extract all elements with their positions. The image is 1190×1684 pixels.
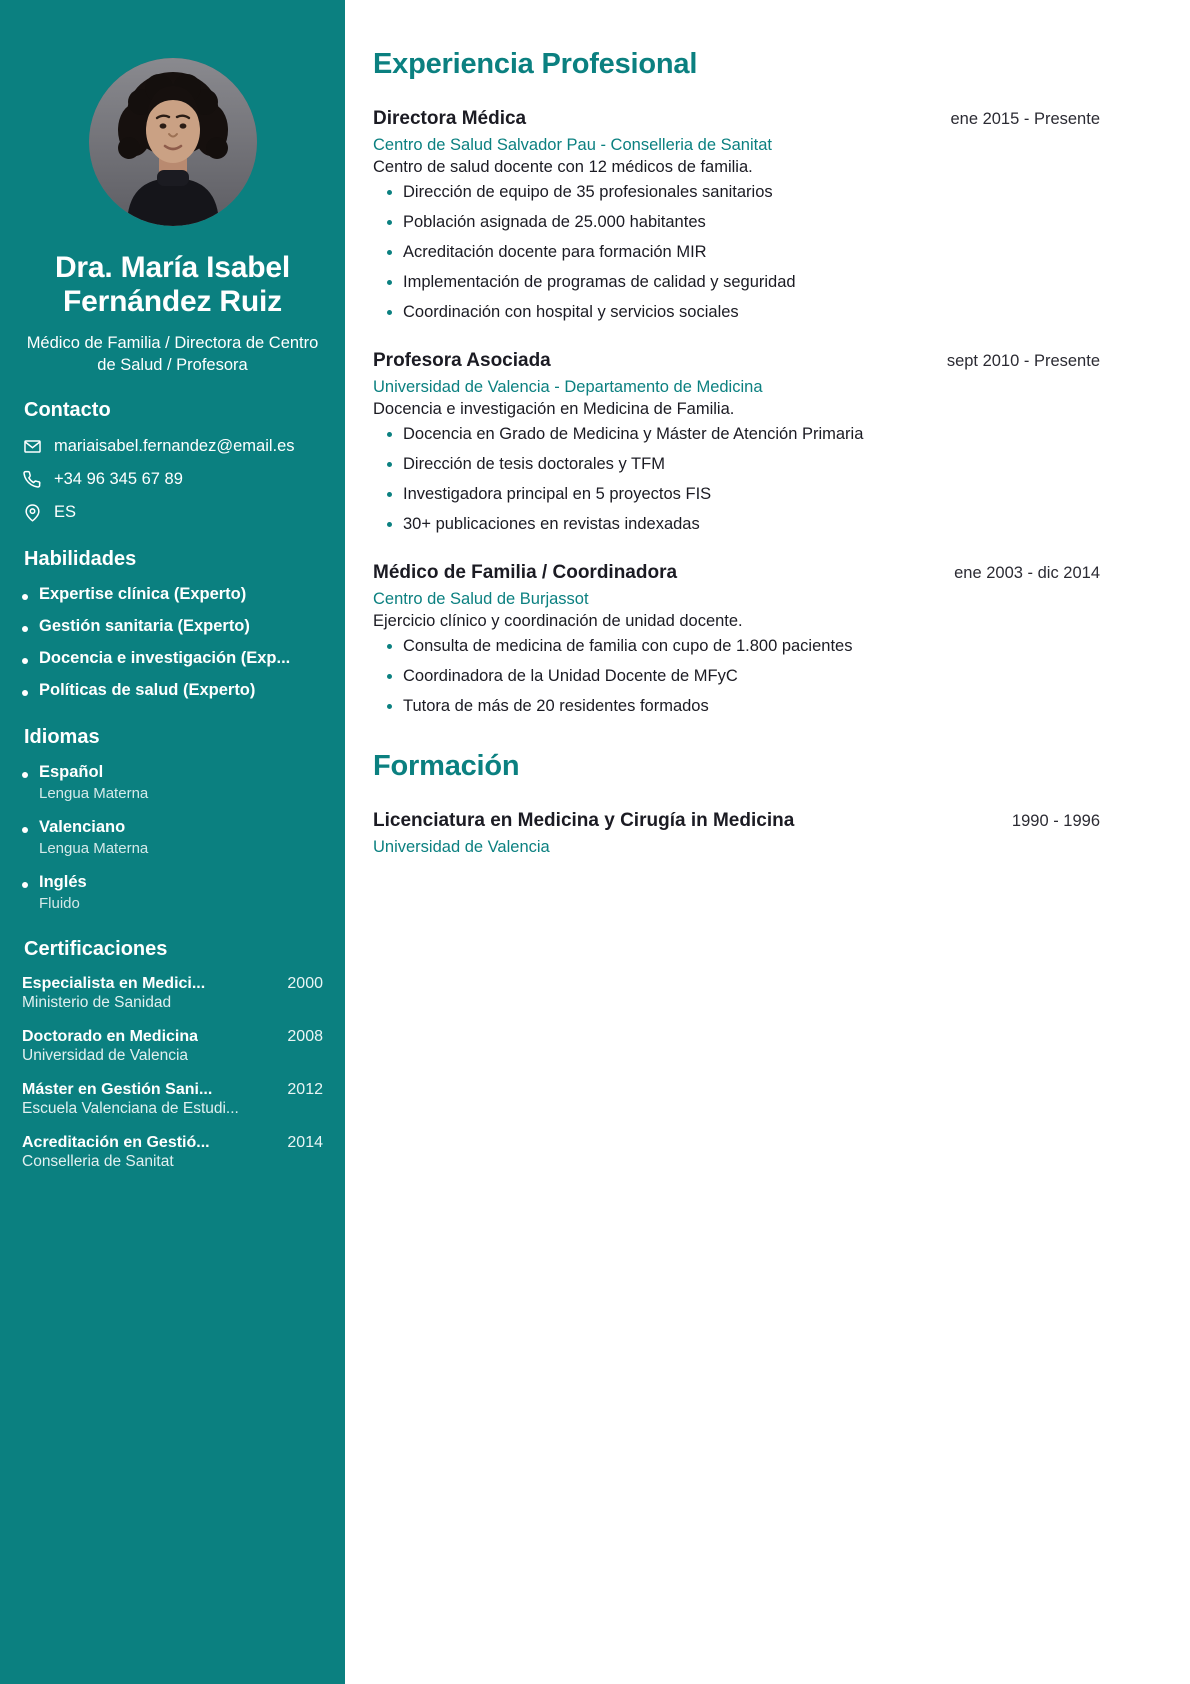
education-title: Licenciatura en Medicina y Cirugía in Medicina [373, 810, 795, 831]
education-dates: 1990 - 1996 [1011, 812, 1100, 830]
job-title: Directora Médica [373, 108, 527, 129]
skills-list [22, 585, 323, 700]
skill-label: Docencia e investigación (Exp... [39, 649, 291, 668]
certification-year: 2012 [287, 1081, 323, 1099]
certification-issuer: Universidad de Valencia [22, 1047, 189, 1065]
job-dates: ene 2003 - dic 2014 [954, 564, 1100, 582]
job-bullet: Investigadora principal en 5 proyectos FIS [373, 485, 1100, 504]
location-icon [22, 502, 42, 522]
certification-year: 2000 [287, 975, 323, 993]
certification-top-row [22, 1028, 323, 1046]
language-name: Inglés [39, 873, 87, 892]
languages-list [22, 763, 323, 912]
experience-item [373, 562, 1100, 716]
main-content [345, 0, 1190, 1684]
job-bullets [373, 425, 1100, 534]
certification-issuer: Escuela Valenciana de Estudi... [22, 1100, 239, 1118]
bullet-icon [22, 882, 28, 888]
language-name: Valenciano [39, 818, 126, 837]
email-icon [22, 436, 42, 456]
job-bullets [373, 183, 1100, 322]
education-school: Universidad de Valencia [373, 838, 550, 856]
language-item [22, 818, 323, 857]
avatar-container [22, 0, 323, 226]
certification-name: Acreditación en Gestió... [22, 1134, 210, 1152]
job-description: Ejercicio clínico y coordinación de unidad docente. [373, 612, 743, 630]
language-item [22, 873, 323, 912]
job-bullet: 30+ publicaciones en revistas indexadas [373, 515, 1100, 534]
certifications-list [22, 975, 323, 1171]
job-description: Centro de salud docente con 12 médicos de familia. [373, 158, 753, 176]
skills-heading: Habilidades [24, 548, 137, 571]
job-bullet: Coordinadora de la Unidad Docente de MFyC [373, 667, 1100, 686]
sidebar [0, 0, 345, 1684]
skill-item [22, 585, 323, 604]
language-level: Lengua Materna [39, 840, 149, 858]
bullet-icon [22, 690, 28, 696]
contact-heading: Contacto [24, 399, 111, 422]
bullet-icon [22, 658, 28, 664]
language-name-row [22, 763, 323, 782]
contact-email-value: mariaisabel.fernandez@email.es [54, 436, 295, 455]
skill-item [22, 681, 323, 700]
job-organization: Centro de Salud de Burjassot [373, 590, 589, 608]
job-organization: Centro de Salud Salvador Pau - Conselleria de Sanitat [373, 136, 772, 154]
job-bullet: Implementación de programas de calidad y seguridad [373, 273, 1100, 292]
bullet-icon [22, 626, 28, 632]
experience-item [373, 350, 1100, 534]
job-bullet: Dirección de tesis doctorales y TFM [373, 455, 1100, 474]
language-item [22, 763, 323, 802]
certification-item [22, 975, 323, 1012]
job-dates: ene 2015 - Presente [950, 110, 1100, 128]
contact-phone-value: +34 96 345 67 89 [54, 469, 183, 488]
skill-item [22, 649, 323, 668]
certification-year: 2008 [287, 1028, 323, 1046]
skill-item [22, 617, 323, 636]
certification-top-row [22, 1081, 323, 1099]
profile-photo-icon [89, 58, 257, 226]
person-name: Dra. María Isabel Fernández Ruiz [54, 251, 291, 319]
language-name: Español [39, 763, 104, 782]
job-bullet: Dirección de equipo de 35 profesionales sanitarios [373, 183, 1100, 202]
skill-label: Gestión sanitaria (Experto) [39, 617, 250, 636]
certification-name: Máster en Gestión Sani... [22, 1081, 213, 1099]
certification-item [22, 1081, 323, 1118]
job-dates: sept 2010 - Presente [946, 352, 1100, 370]
phone-icon [22, 469, 42, 489]
education-item [373, 810, 1100, 857]
experience-header [373, 562, 1100, 584]
job-title: Profesora Asociada [373, 350, 551, 371]
contact-phone[interactable] [22, 469, 323, 489]
certification-name: Especialista en Medici... [22, 975, 206, 993]
bullet-icon [22, 772, 28, 778]
certifications-heading: Certificaciones [24, 938, 168, 961]
job-bullet: Coordinación con hospital y servicios sociales [373, 303, 1100, 322]
job-bullets [373, 637, 1100, 716]
certification-top-row [22, 975, 323, 993]
language-name-row [22, 818, 323, 837]
job-bullet: Consulta de medicina de familia con cupo de 1.800 pacientes [373, 637, 1100, 656]
job-bullet: Población asignada de 25.000 habitantes [373, 213, 1100, 232]
language-name-row [22, 873, 323, 892]
experience-header [373, 350, 1100, 372]
certification-issuer: Conselleria de Sanitat [22, 1153, 174, 1171]
job-bullet: Tutora de más de 20 residentes formados [373, 697, 1100, 716]
certification-issuer: Ministerio de Sanidad [22, 994, 172, 1012]
job-title: Médico de Familia / Coordinadora [373, 562, 678, 583]
certification-item [22, 1134, 323, 1171]
language-level: Lengua Materna [39, 785, 149, 803]
contact-location-value: ES [54, 502, 77, 521]
languages-heading: Idiomas [24, 726, 100, 749]
job-description: Docencia e investigación en Medicina de Familia. [373, 400, 735, 418]
skill-label: Políticas de salud (Experto) [39, 681, 256, 700]
skill-label: Expertise clínica (Experto) [39, 585, 247, 604]
bullet-icon [22, 594, 28, 600]
job-organization: Universidad de Valencia - Departamento de Medicina [373, 378, 763, 396]
certification-name: Doctorado en Medicina [22, 1028, 199, 1046]
language-level: Fluido [39, 895, 80, 913]
avatar [89, 58, 257, 226]
experience-section-heading: Experiencia Profesional [373, 48, 698, 80]
bullet-icon [22, 827, 28, 833]
certification-item [22, 1028, 323, 1065]
certification-top-row [22, 1134, 323, 1152]
experience-header [373, 108, 1100, 130]
contact-email[interactable] [22, 436, 323, 456]
education-header [373, 810, 1100, 832]
job-bullet: Docencia en Grado de Medicina y Máster de Atención Primaria [373, 425, 1100, 444]
contact-location[interactable] [22, 502, 323, 522]
job-bullet: Acreditación docente para formación MIR [373, 243, 1100, 262]
person-headline: Médico de Familia / Directora de Centro de Salud / Profesora [26, 334, 319, 375]
experience-item [373, 108, 1100, 322]
certification-year: 2014 [287, 1134, 323, 1152]
education-section-heading: Formación [373, 750, 520, 782]
